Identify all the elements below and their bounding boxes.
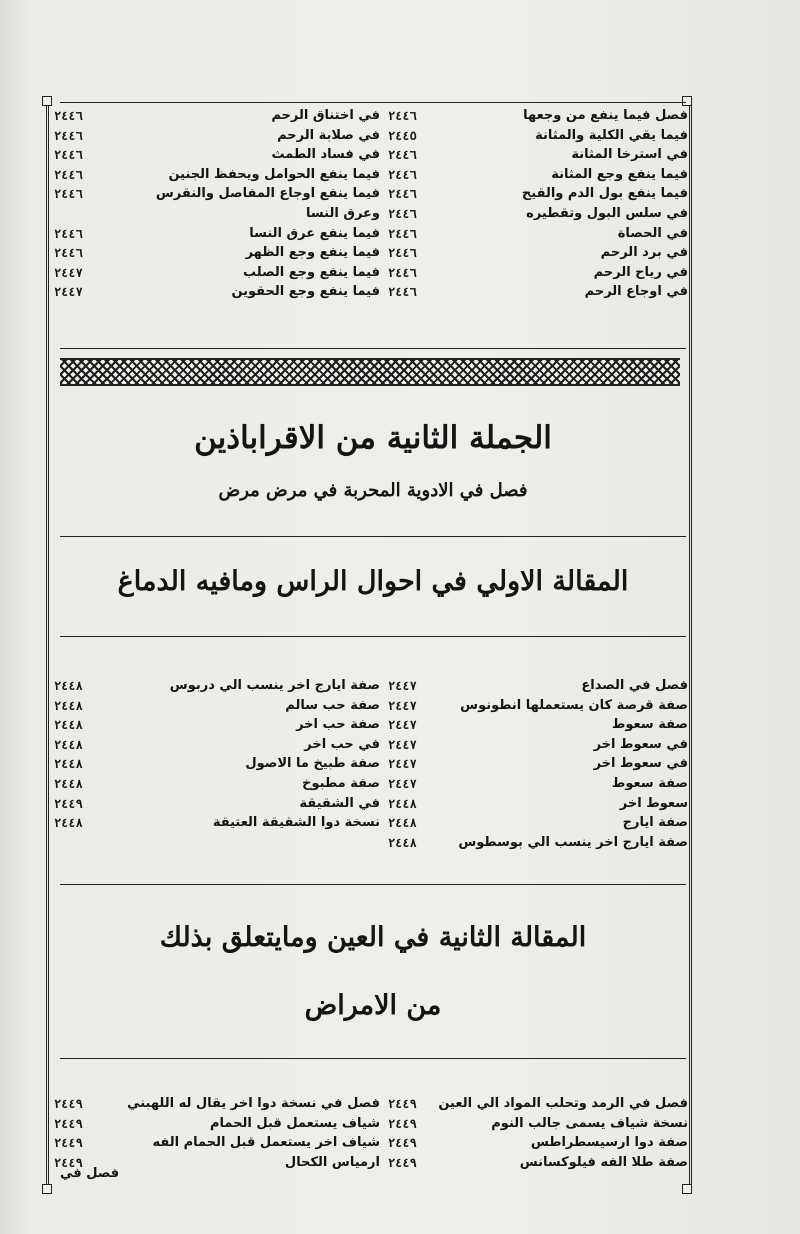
toc-entry	[54, 754, 380, 774]
toc-entry-page: ٢٤٤٨	[388, 835, 417, 850]
toc-entry-title: ارمياس الكحال	[284, 1154, 380, 1170]
toc-entry-title: في استرخا المثانة	[571, 147, 688, 163]
toc-entry-page: ٢٤٤٨	[54, 816, 83, 831]
toc-entry-title: نسخة شياف يسمى جالب النوم	[491, 1115, 688, 1131]
toc-entry-title: صفة دوا ارسيسطراطس	[530, 1135, 688, 1151]
toc-entry	[54, 1133, 380, 1153]
toc-entry-page: ٢٤٤٦	[54, 246, 83, 261]
toc-entry	[388, 204, 688, 224]
toc-entry	[388, 145, 688, 165]
toc-entry-title: في حب اخر	[304, 736, 380, 752]
frame-corner-top-left	[42, 96, 52, 106]
toc-entry	[54, 813, 380, 833]
rule-before-article1	[60, 536, 686, 537]
toc-entry-page: ٢٤٤٦	[54, 128, 83, 143]
article2-heading-line2: من الامراض	[304, 990, 442, 1021]
top-rule	[60, 102, 686, 103]
ornamental-band	[60, 358, 680, 386]
toc-entry	[388, 696, 688, 716]
toc-entry	[54, 106, 380, 126]
toc-entry-title: فيما ينفع وجع الظهر	[245, 245, 380, 261]
toc-entry	[388, 184, 688, 204]
toc-entry	[54, 204, 380, 224]
toc-entry-title: نسخة دوا الشقيقة العتيقة	[212, 815, 380, 831]
toc-entry-page: ٢٤٤٦	[388, 148, 417, 163]
toc-entry-title: فصل في نسخة دوا اخر يقال له اللهبني	[127, 1096, 380, 1111]
toc-entry-page: ٢٤٤٧	[54, 265, 83, 280]
toc-entry-page: ٢٤٤٦	[388, 167, 417, 182]
toc-entry-page: ٢٤٤٩	[54, 796, 83, 811]
toc-entry	[388, 282, 688, 302]
toc-entry-title: فيما ينفع الحوامل ويحفظ الجنين	[168, 166, 380, 182]
toc-entry-title: في سعوط اخر	[593, 756, 688, 772]
toc-entry-page: ٢٤٤٨	[388, 796, 417, 811]
toc-entry-title: فيما ينفع وجع الحقوين	[231, 284, 380, 300]
toc-entry	[54, 184, 380, 204]
toc-entry-page: ٢٤٤٦	[388, 187, 417, 202]
toc-entry-title: صفة سعوط	[611, 776, 688, 791]
toc-entry-page: ٢٤٤٦	[388, 109, 417, 123]
toc-entry-page: ٢٤٤٩	[388, 1155, 417, 1170]
toc-entry-page: ٢٤٤٦	[388, 265, 417, 280]
toc-entry-page: ٢٤٤٧	[388, 718, 417, 733]
toc-entry-title: في سعوط اخر	[593, 736, 688, 752]
toc-entry-title: في الشقيقة	[299, 795, 380, 811]
toc-entry	[388, 224, 688, 244]
toc-entry-title: صفة ايارج اخر ينسب الي دربوس	[169, 678, 380, 693]
rule-before-band	[60, 348, 686, 349]
toc-entry-title: في سلس البول وتقطيره	[526, 206, 688, 221]
toc-entry-page: ٢٤٤٦	[388, 226, 417, 241]
toc-entry-title: وعرق النسا	[306, 206, 380, 221]
toc-entry-title: في برد الرحم	[600, 245, 688, 261]
toc-entry-title: صفة مطبوخ	[302, 776, 380, 791]
toc-entry-title: فصل في الرمد وتحلب المواد الي العين	[438, 1096, 688, 1111]
toc-entry	[54, 282, 380, 302]
toc-entry	[54, 243, 380, 263]
toc-entry-page: ٢٤٤٩	[388, 1136, 417, 1151]
toc-entry-page: ٢٤٤٥	[388, 128, 417, 143]
toc-entry-page: ٢٤٤٧	[388, 777, 417, 791]
toc-entry-title: فيما ينفع عرق النسا	[249, 225, 380, 241]
toc-entry	[388, 126, 688, 146]
toc-entry-title: صفة حب اخر	[296, 717, 380, 733]
frame-corner-bottom-right	[682, 1184, 692, 1194]
toc-entry	[388, 1094, 688, 1114]
toc-entry	[388, 1114, 688, 1134]
toc-entry-page: ٢٤٤٧	[388, 679, 417, 693]
toc-entry-title: في اختناق الرحم	[271, 108, 380, 123]
frame-corner-top-right	[682, 96, 692, 106]
toc-entry-page: ٢٤٤٩	[54, 1097, 83, 1111]
toc-entry	[388, 754, 688, 774]
toc-entry	[388, 774, 688, 794]
toc-entry-title: صفة سعوط	[611, 717, 688, 733]
toc-entry-title: في رياح الرحم	[593, 264, 688, 280]
subtitle-heading: فصل في الادوية المحربة في مرض مرض	[218, 480, 528, 501]
toc-entry	[388, 715, 688, 735]
toc-entry	[54, 224, 380, 244]
toc-entry	[54, 774, 380, 794]
toc-entry-page: ٢٤٤٦	[54, 187, 83, 202]
toc-entry-title: صفة قرصة كان يستعملها انطونوس	[460, 697, 688, 713]
toc-entry	[54, 735, 380, 755]
toc-entry	[388, 106, 688, 126]
toc-entry	[388, 813, 688, 833]
toc-entry-title: صفة ايارج	[622, 815, 688, 831]
article1-heading: المقالة الاولي في احوال الراس ومافيه الدماغ	[117, 566, 629, 597]
article2-heading-line1: المقالة الثانية في العين ومايتعلق بذلك	[159, 922, 587, 953]
toc-entry-title: فيما يقي الكلية والمثانة	[535, 127, 688, 143]
toc-entry-page: ٢٤٤٧	[388, 698, 417, 713]
toc-entry-title: سعوط اخر	[619, 795, 688, 811]
toc-entry-title: فيما ينفع وجع الصلب	[243, 264, 380, 280]
toc-entry-page: ٢٤٤٦	[388, 285, 417, 300]
toc-entry-page: ٢٤٤٧	[54, 285, 83, 300]
toc-entry	[388, 243, 688, 263]
toc-entry-page: ٢٤٤٦	[54, 226, 83, 241]
frame-corner-bottom-left	[42, 1184, 52, 1194]
toc-entry	[54, 696, 380, 716]
toc-entry	[388, 1133, 688, 1153]
toc-entry-page: ٢٤٤٨	[54, 679, 83, 693]
toc-entry	[54, 165, 380, 185]
toc-entry-title: شياف يستعمل قبل الحمام	[210, 1115, 380, 1131]
toc-entry	[54, 263, 380, 283]
toc-entry	[388, 165, 688, 185]
toc-entry-page: ٢٤٤٦	[388, 207, 417, 221]
toc-entry-title: صفة حب سالم	[285, 697, 380, 713]
toc-entry-title: فصل فيما ينفع من وجعها	[523, 108, 688, 123]
toc-entry	[54, 1114, 380, 1134]
toc-entry	[54, 126, 380, 146]
toc-entry	[388, 735, 688, 755]
toc-entry-page: ٢٤٤٨	[388, 816, 417, 831]
toc-entry-page: ٢٤٤٧	[388, 737, 417, 752]
toc-entry-page: ٢٤٤٧	[388, 757, 417, 772]
toc-entry-page: ٢٤٤٨	[54, 737, 83, 752]
toc-entry	[388, 833, 688, 853]
toc-entry	[388, 1153, 688, 1173]
toc-entry	[54, 1094, 380, 1114]
toc-entry-page: ٢٤٤٩	[388, 1097, 417, 1111]
toc-entry-page: ٢٤٤٨	[54, 777, 83, 791]
toc-entry	[388, 263, 688, 283]
toc-entry-title: في الحصاة	[617, 225, 688, 241]
rule-before-article2	[60, 884, 686, 885]
rule-after-article1	[60, 636, 686, 637]
toc-entry-title: صفة طبيخ ما الاصول	[245, 756, 380, 772]
toc-entry-title: فيما ينفع بول الدم والقيح	[521, 186, 688, 202]
toc-entry-title: صفة ايارج اخر ينسب الي بوسطوس	[458, 834, 688, 850]
catchword: فصل في	[60, 1166, 120, 1181]
rule-after-article2	[60, 1058, 686, 1059]
toc-entry-page: ٢٤٤٨	[54, 757, 83, 772]
toc-entry-title: في فساد الطمث	[271, 147, 380, 163]
toc-entry-page: ٢٤٤٩	[54, 1136, 83, 1151]
toc-entry-page: ٢٤٤٩	[54, 1155, 83, 1170]
toc-entry-page: ٢٤٤٦	[54, 167, 83, 182]
toc-entry-title: في اوجاع الرحم	[584, 284, 688, 300]
toc-entry-title: شياف اخر يستعمل قبل الحمام الفه	[152, 1135, 380, 1151]
toc-entry-page: ٢٤٤٦	[54, 109, 83, 123]
toc-entry-page: ٢٤٤٨	[54, 698, 83, 713]
toc-entry-page: ٢٤٤٦	[388, 246, 417, 261]
toc-entry-page: ٢٤٤٩	[388, 1116, 417, 1131]
toc-entry-page: ٢٤٤٦	[54, 148, 83, 163]
toc-entry	[54, 794, 380, 814]
toc-entry-title: في صلابة الرحم	[277, 127, 380, 143]
toc-entry-page: ٢٤٤٨	[54, 718, 83, 733]
toc-entry-title: فيما ينفع اوجاع المفاصل والنقرس	[155, 186, 380, 202]
toc-entry-page: ٢٤٤٩	[54, 1116, 83, 1131]
toc-entry	[54, 715, 380, 735]
toc-entry	[54, 676, 380, 696]
toc-entry-title: فصل في الصداع	[581, 678, 688, 693]
toc-entry	[388, 676, 688, 696]
main-heading: الجملة الثانية من الاقراباذين	[194, 420, 552, 456]
toc-entry-title: فيما ينفع وجع المثانة	[551, 166, 688, 182]
toc-entry	[388, 794, 688, 814]
toc-entry	[54, 145, 380, 165]
toc-entry-title: صفة طلا الفه فيلوكسانس	[519, 1154, 688, 1170]
